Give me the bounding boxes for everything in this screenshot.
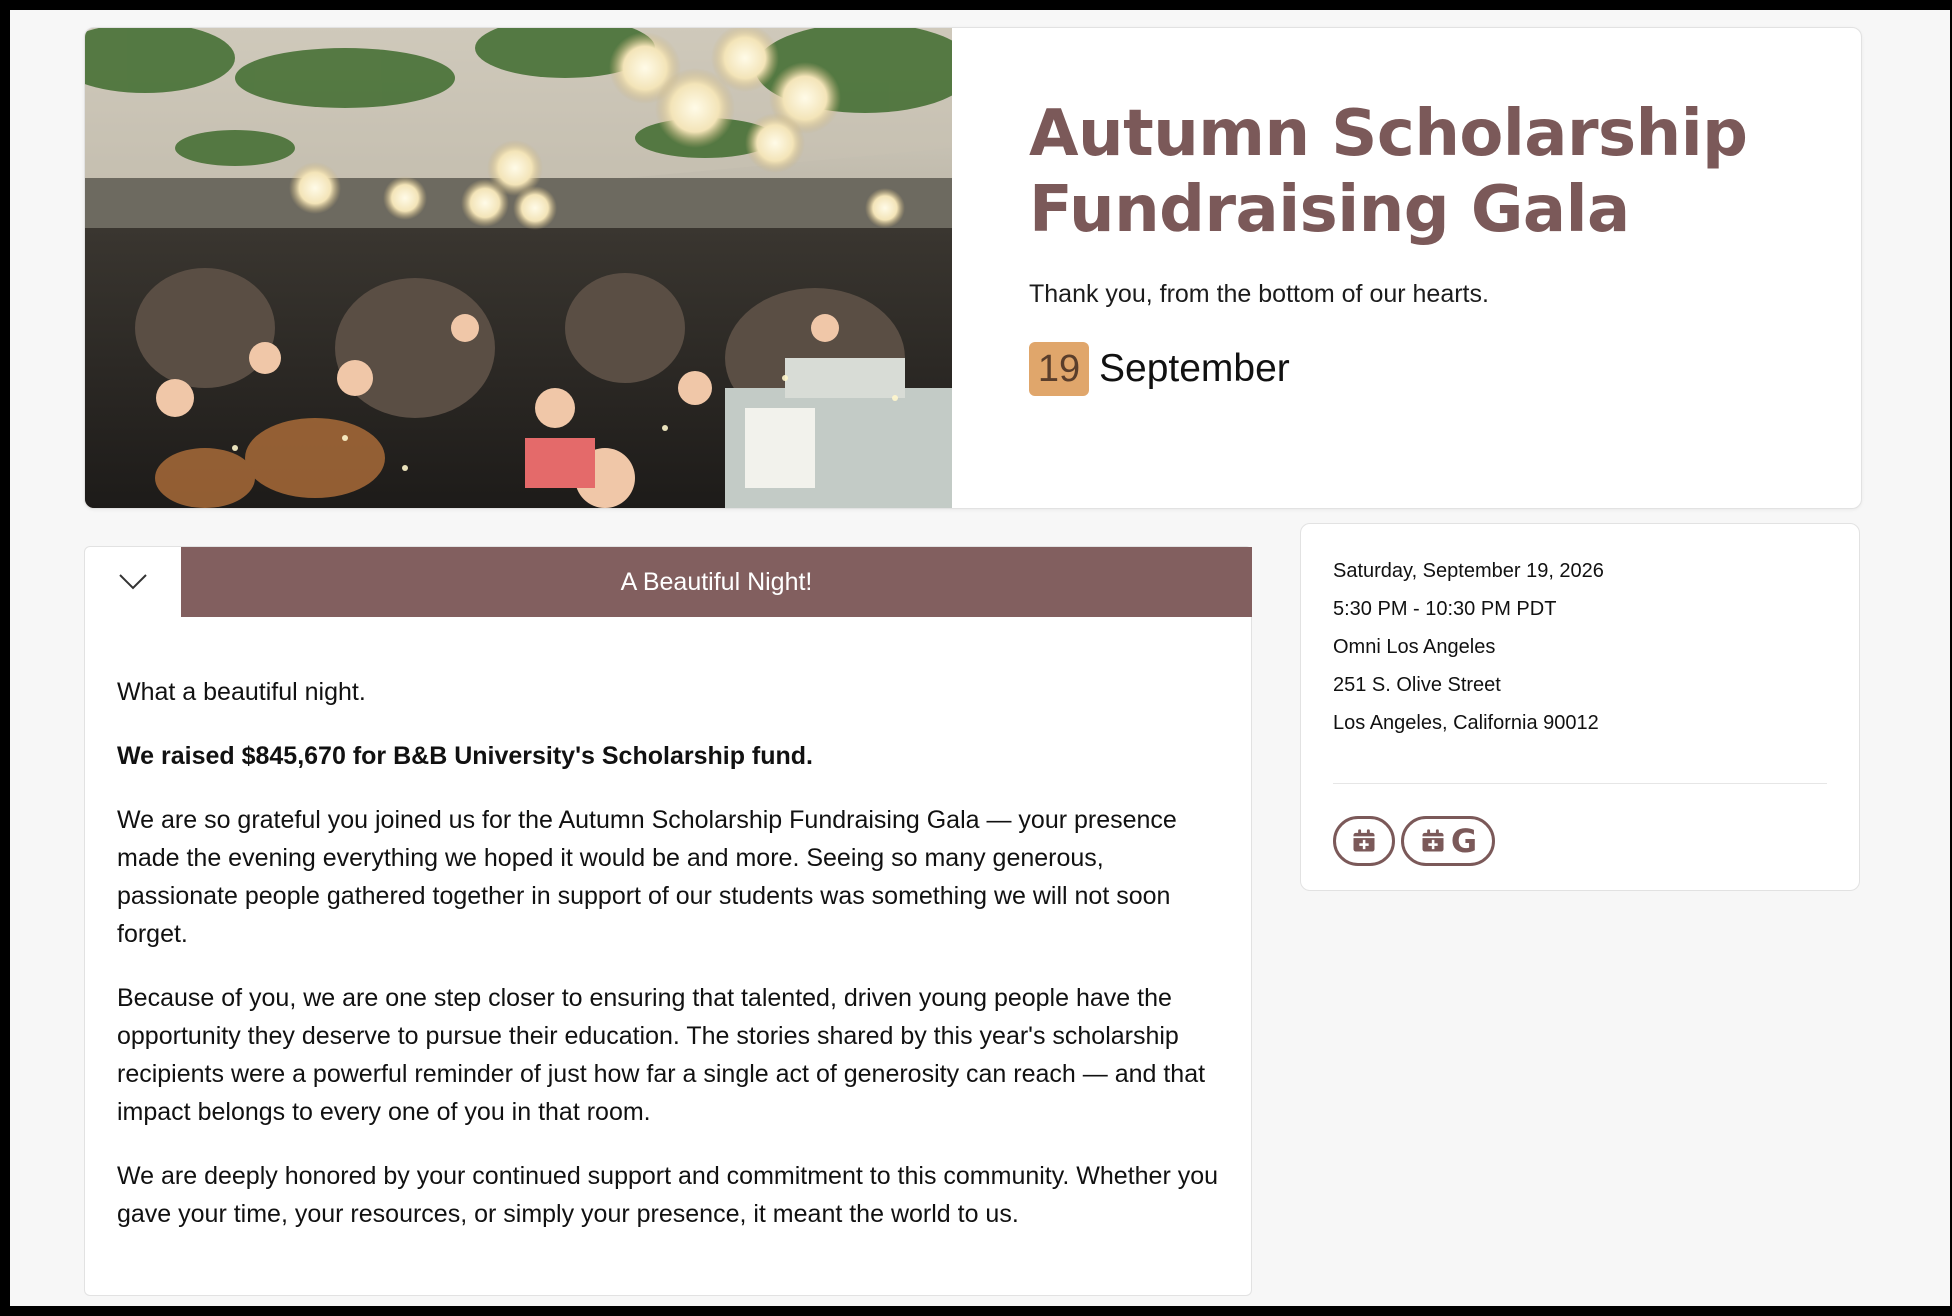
event-photo	[85, 28, 952, 508]
google-icon: G	[1450, 822, 1478, 860]
event-header	[84, 27, 1862, 509]
chevron-down-icon	[118, 573, 148, 591]
message-highlight: We raised $845,670 for B&B University's Scholarship fund.	[117, 742, 813, 770]
message-paragraph: We are deeply honored by your continued support and commitment to this community. Whether you gave your time, your resources, or simply your presence, it meant the world to us.	[117, 1162, 1219, 1228]
event-date	[1029, 342, 1290, 396]
event-details-lines	[1333, 559, 1604, 749]
message-body	[117, 673, 1227, 1259]
message-paragraph: We are so grateful you joined us for the Autumn Scholarship Fundraising Gala — your presence made the evening everything we hoped it would be and more. Seeing so many generous, passionate people gathered together in support of our students was something we will not soon forget.	[117, 806, 1177, 948]
date-day-badge: 19	[1029, 342, 1089, 396]
message-paragraph: What a beautiful night.	[117, 678, 366, 706]
collapse-toggle-button[interactable]	[85, 547, 182, 617]
divider	[1333, 783, 1827, 784]
calendar-plus-icon	[1419, 827, 1447, 855]
details-city: Los Angeles, California 90012	[1333, 712, 1599, 734]
add-to-google-calendar-button[interactable]	[1401, 816, 1495, 866]
details-time: 5:30 PM - 10:30 PM PDT	[1333, 598, 1557, 620]
page	[10, 10, 1950, 1306]
calendar-buttons	[1333, 816, 1495, 866]
message-paragraph: Because of you, we are one step closer to ensuring that talented, driven young people have the opportunity they deserve to pursue their education. The stories shared by this year's scholarship recipients were a powerful reminder of just how far a single act of generosity can reach — and that impact belongs to every one of you in that room.	[117, 984, 1206, 1126]
calendar-plus-icon	[1350, 827, 1378, 855]
event-details-card	[1300, 523, 1860, 891]
details-street: 251 S. Olive Street	[1333, 674, 1501, 696]
event-title: Autumn Scholarship Fundraising Gala	[1029, 97, 1748, 247]
event-subtitle: Thank you, from the bottom of our hearts.	[1029, 280, 1489, 308]
details-venue: Omni Los Angeles	[1333, 636, 1496, 658]
date-month: September	[1099, 347, 1290, 390]
message-panel	[84, 546, 1252, 1296]
add-to-calendar-button[interactable]	[1333, 816, 1395, 866]
details-date: Saturday, September 19, 2026	[1333, 560, 1604, 582]
section-banner: A Beautiful Night!	[181, 547, 1252, 617]
